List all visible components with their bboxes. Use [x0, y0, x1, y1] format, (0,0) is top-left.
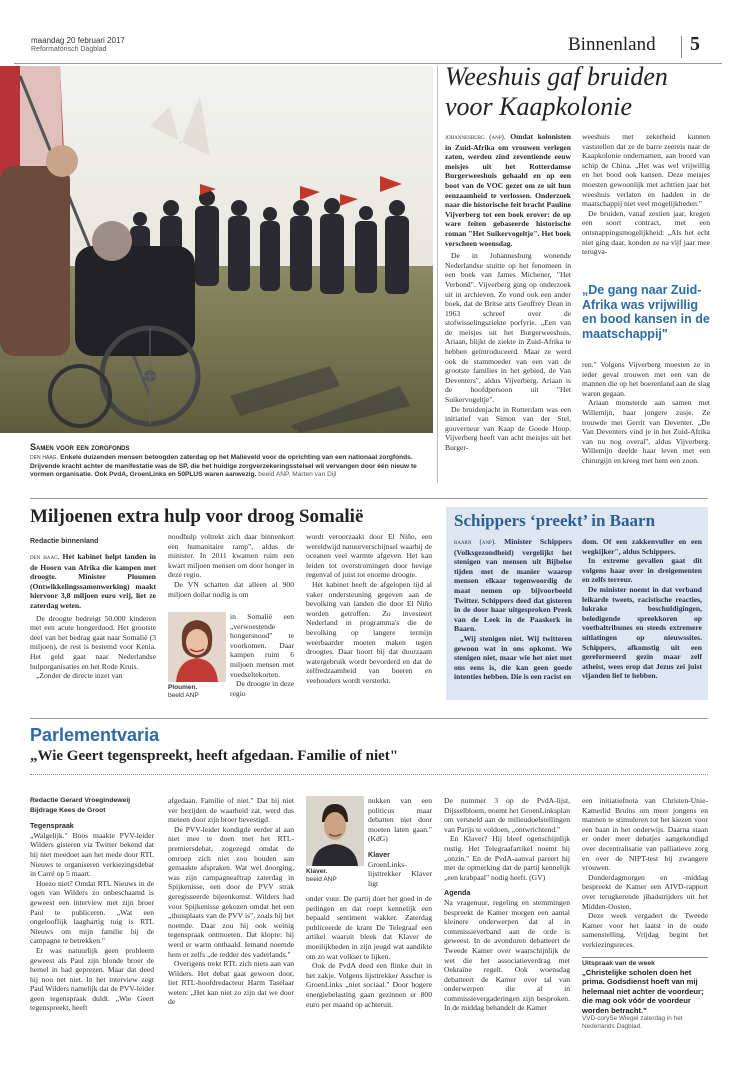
somalie-paragraph: De droogte in deze regio — [230, 679, 294, 698]
somalie-headline: Miljoenen extra hulp voor droog Somalië — [30, 506, 364, 527]
weeshuis-lead-place: johannesburg (anp). — [445, 133, 506, 141]
parlement-paragraph: onder vuur. De partij doet het goed in de peilingen en dat roept kennelijk een bepaald sentiment wakker. Zaterdag publiceerde de krant De Telegraaf een artikel waaruit bleek dat Klaver de moeilijkheden in zijn jeugd wat aandikte om zo wat volkser te lijken. — [306, 894, 432, 961]
parlement-paragraph: Overigens trekt RTL zich niets aan van Wilders. Het debat gaat gewoon door, liet RTL-hoofdredacteur Harm Taselaar weten: „Het kan niet zo zijn dat we door de — [168, 959, 294, 1007]
weeshuis-lead: Omdat kolonisten in Zuid-Afrika om vrouwen verlegen zaten, werden zind zeventiende eeuw meisjes uit het Rotterdamse Burgerweeshuis gehaald en op een boot van de VOC gezet om ze uit hun eenzaamheid te verlossen. Onderzoek naar die historische feit bracht Pauline Vijverberg tot een boek erover: de op ware feiten gebaseerde historische roman "Het Suikervogeltje". Het boek verscheen woensdag. — [445, 132, 571, 248]
uitspraak-box — [582, 960, 708, 1031]
demonstration-photo — [0, 66, 433, 433]
schippers-col2 — [582, 537, 702, 681]
weeshuis-paragraph: De bruidenjacht in Rotterdam was een initiatief van Simon van der Stel, gouverneur van Kaap de Goede Hoop. Vijverberg heeft van acht meisjes uit het Burger- — [445, 404, 571, 452]
somalie-col2-wrap — [230, 612, 294, 698]
uitspraak-title: Uitspraak van de week — [582, 960, 655, 967]
photo-caption-title: Samen voor een zorgfonds — [30, 442, 130, 452]
schippers-paragraph: „Wij stenigen niet. Wij twitteren gewoon wat in ons opkomt. We stenigen niet, maar wie het niet met ons eens is, die kan geen goede intenties hebben. Die is een racist en — [454, 633, 572, 682]
schippers-paragraph: In extreme gevallen gaat dit volgens haar over in dreigementen en zelfs terreur. — [582, 556, 702, 585]
parlement-paragraph: „Walgelijk." Boos maakte PVV-leider Wilders gisteren via Twitter bekend dat hij niet meedoet aan het mede door RTL Nieuws te organiseren verkiezingsdebat in Carré op 5 maart. — [30, 830, 154, 879]
section-title: Binnenland — [568, 34, 656, 55]
schippers-headline: Schippers ‘preekt’ in Baarn — [454, 511, 656, 530]
weeshuis-col1 — [445, 132, 571, 453]
subhead-tegenspraak: Tegenspraak — [30, 821, 74, 831]
parlement-rule — [30, 774, 708, 775]
weeshuis-headline: Weeshuis gaf bruiden voor Kaapkolonie — [445, 62, 668, 121]
ploumen-photo — [168, 612, 226, 682]
parlement-paragraph: Na vragenuur, regeling en stemmingen bespreekt de Kamer morgen een aantal kleinere onderwerpen dat al in commissieverband aan de orde is geweest. In de avonduren debatteert de Tweede Kamer over waarschijnlijk de wet die het associatieverdrag met Oekraïne regelt. Ook woensdag debatteert de Kamer over tal van onderwerpen die al in commissievergaderingen zijn besproken. In de middag behandelt de Kamer — [444, 897, 570, 1013]
section-rule — [30, 498, 708, 499]
weeshuis-col2-bottom — [582, 360, 710, 466]
somalie-byline: Redactie binnenland — [30, 538, 99, 545]
weeshuis-paragraph: weeshuis met zekerheid kunnen vaststellen dat ze de barre zeereis naar de Kaapkolonie ondernamen, aan boord van schip de China. „Het was wel vrijwillig en het bood ook kansen. Deze meisjes moesten gewoonlijk met achttien jaar het weeshuis verlaten en hadden in de maatschappij niet veel mogelijkheden." — [582, 132, 710, 209]
somalie-col1 — [30, 552, 156, 681]
weeshuis-paragraph: De in Johannesburg wonende Nederlandse stuitte op het fenomeen in een boek van James Michener, "Het Verbond". Vijverberg ging op onderzoek uit in archieven. Ze vond ook een ander boek, dat de Britse arts Geoffrey Dean in 1963 schreef over de stofwisselingsziekte porfyrie. „Een van de meisjes uit het Burgerweeshuis, Ariaan, blijkt de ziekte in Zuid-Afrika te hebben geïntroduceerd. Maar ze werd ook de stammoeder van een van de grootste families in het gebied, de Van Deventers", aldus Vijverberg. Ariaan is de hoofdpersoon uit "Het Suikervogeltje". — [445, 251, 571, 405]
somalie-lead-place: den haag. — [30, 553, 60, 561]
klaver-caption-name: Klaver. — [306, 868, 328, 875]
weeshuis-top-rule — [437, 66, 438, 483]
weeshuis-paragraph: De bruiden, vanaf zestien jaar, kregen een soort contract, met een ontsnappingsmogelijkheid: „Als het echt niet ging daar, konden ze na vijf jaar mee terugva- — [582, 208, 710, 257]
schippers-lead-place: baarn (anp). — [454, 538, 496, 546]
ploumen-credit: beeld ANP — [168, 692, 199, 699]
weeshuis-pull-quote: „De gang naar Zuid-Afrika was vrijwillig en bood kansen in de maatschappij" — [582, 283, 710, 341]
klaver-credit: beeld ANP — [306, 876, 337, 883]
schippers-paragraph: De minister noemt in dat verband leikarde tweets, racistische reacties, lukrake beschuldigingen, beledigende spreekkoren op voetbaltribunes en steeds extremere uitlatingen op nieuwssites. Schippers, afkomstig uit een gereformeerd gezin maar zelf atheïst, wees erop dat Jezus zei juist vijanden lief te hebben. — [582, 584, 702, 681]
masthead-paper: Reformatorisch Dagblad — [31, 46, 107, 53]
uitspraak-source: VVD-corySe Wiegel zaterdag in het Nederlands Dagblad. — [582, 1015, 683, 1031]
parlement-col4 — [444, 796, 570, 1013]
subhead-agenda: Agenda — [444, 888, 471, 898]
parlement-byline: Bijdrage Kees de Groot — [30, 806, 106, 814]
somalie-paragraph: De droogte bedreigt 50.000 kinderen met een acute hongerdood. Het grootste deel van het bedrag gaat naar Somalië (3 miljoen), de rest is bestemd voor Kenia. Het geld gaat naar Nederlandse hulporganisaties en het Rode Kruis. — [30, 613, 156, 671]
parlement-paragraph: De PVV-leider kondigde eerder al aan niet mee te doen met het RTL-premiersdebat, zogezegd omdat de omroep zich niet zou houden aan gemaakte afspraken. Wat wel doorging, was zijn campagneaftrap zaterdag in Spijkenisse, een door de PVV strak geregisseerde bijeenkomst. Wilders had voor Spijkenisse gekozen omdat het een „thuisplaats van de PVV is", zoals hij het noemde. Daar zou hij ook weinig tegenspraak ontmoeten. Dat klopte: hij werd er warm onthaald. Iemand noemde hem er zelfs „de redder des vaderlands." — [168, 824, 294, 959]
ploumen-caption-name: Ploumen. — [168, 684, 198, 691]
weeshuis-col2 — [582, 132, 710, 257]
parlement-section-title: Parlementvaria — [30, 725, 160, 745]
page-number: 5 — [690, 33, 700, 55]
parlement-paragraph: Hoezo niet? Omdat RTL Nieuws in de ogen van Wilders zo onbeschaamd is geweest een interview met zijn broer Paul te publiceren. „Wat een ongelooflijk laaghartig tuig is RTL Nieuws om mijn familie bij de campagne te betrekken." — [30, 878, 154, 946]
schippers-paragraph: dom. Of een zakkenvuller en een wegkijker", aldus Schippers. — [582, 537, 702, 556]
schippers-lead: Minister Schippers (Volksgezondheid) vergelijkt het stenigen van mensen uit Bijbelse tijden met de manier waarop mensen elkaar tegenwoordig de maat nemen op bijvoorbeeld Twitter. Schippers deed dat gisteren in de door haar uitgesproken Preek van de Leek in de Paaskerk in Baarn. — [454, 537, 572, 634]
somalie-col2-top — [168, 532, 294, 599]
weeshuis-paragraph: ren." Volgens Vijverberg moesten ze in ieder geval trouwen met een van de mannen die op het boerenland aan de slag waren gegaan. — [582, 360, 710, 398]
photo-credit: beeld ANP, Marten van Dijl — [258, 471, 337, 479]
ploumen-caption — [168, 684, 199, 700]
parlement-paragraph: Donderdagmorgen en -middag bespreekt de Kamer een AIVD-rapport over terugkerende jihadstrijders uit het Midden-Oosten. — [582, 872, 708, 911]
photo-caption-text: Enkele duizenden mensen betoogden zaterdag op het Malieveld voor de oprichting van een nationaal zorgfonds. Drijvende kracht achter de manifestatie was de SP, die het huidige zorgverzekeringsstelsel wil vervangen door één nieuw te vormen organisatie. Ook PvdA, GroenLinks en 50PLUS waren aanwezig. — [30, 454, 417, 479]
somalie-col3 — [306, 532, 432, 686]
klaver-caption — [306, 868, 337, 884]
parlement-paragraph: afgedaan. Familie of niet." Dat hij niet ver bezijden de waarheid zat, werd dus meteen door zijn broer bevestigd. — [168, 796, 294, 825]
parlement-col1 — [30, 796, 154, 1013]
uitspraak-rule — [582, 957, 708, 958]
somalie-paragraph: De VN schatten dat alleen al 900 miljoen dollar nodig is om — [168, 579, 294, 599]
photo-caption-place: den haag. — [30, 454, 59, 461]
somalie-paragraph: Het kabinet heeft de afgelopen tijd al vaker ondersteuning gegeven aan de bevolking van landen die door El Niño worden getroffen. Zo investeert Nederland in programma's die de bevolking op langere termijn weerbaarder moeten maken tegen droogtes. Daar hoort bij dat duurzaam watergebruik wordt bevorderd en dat de zelfredzaamheid van boeren en veehouders wordt versterkt. — [306, 579, 432, 685]
parlement-paragraph: En Klaver? Hij bleef ogenschijnlijk rustig. Het Telegraafartikel noemt hij „onzin." En de PvdA-aanval pareert hij met de opmerking dat de partij kennelijk „een krabpaal" nodig heeft. (GV) — [444, 834, 570, 882]
section-rule — [30, 718, 708, 719]
parlement-paragraph: Deze week vergadert de Tweede Kamer voor het laatst in de oude samenstelling. Vrijdag begint het verkiezingsreces. — [582, 911, 708, 949]
uitspraak-quote: „Christelijke scholen doen het prima. Godsdienst hoeft van mij helemaal niet achter de voordeur; die mag ook vóór de voordeur worden betracht." — [582, 968, 704, 1015]
somalie-paragraph: „Zonder de directe inzet van — [36, 671, 123, 681]
klaver-photo — [306, 796, 364, 866]
somalie-paragraph: noodhulp voltrekt zich daar binnenkort een humanitaire ramp", aldus de minister. In 2011 kwamen ruim een kwart miljoen mensen om door honger in deze regio. — [168, 532, 294, 580]
somalie-lead: Het kabinet helpt landen in de Hoorn van Afrika die kampen met droogte. Minister Ploumen (Ontwikkelingssamenwerking) maakt hiervoor 3,8 miljoen euro vrij, liet ze zaterdag weten. — [30, 552, 156, 610]
weeshuis-paragraph: Ariaan monsterde aan samen met Willemijn, haar jongere zusje. Ze trouwde met Gerrit van Deventer. „De Van Deventers vind je in het Zuid-Afrika van nu nog overal", aldus Vijverberg. Willemijn deelde haar leven met een chirurgijn en kreeg met hem een zoon. — [582, 398, 710, 465]
masthead-date: maandag 20 februari 2017 — [31, 36, 125, 45]
parlement-col2 — [168, 796, 294, 1007]
somalie-paragraph: in Somalië een „verwoestende hongersnood" te voorkomen. Daar kampen ruim 6 miljoen mensen met voedseltekorten. — [230, 612, 294, 679]
parlement-paragraph: De nummer 3 op de PvdA-lijst, Dijsselbloem, noemt het GroenLinksplan om versneld aan de milieudoelstellingen van Parijs te voldoen, „ontwrichtend." — [444, 796, 570, 834]
subhead-klaver: Klaver — [368, 849, 390, 859]
somalie-paragraph: wordt veroorzaakt door El Niño, een wereldwijd natuurverschijnsel waarbij de oceanen veel warmte afgeven. Het kan leiden tot overstromingen door hevige regenval of juist tot enorme droogte. — [306, 532, 432, 580]
parlement-col5 — [582, 796, 708, 950]
parlement-col3-wrap — [368, 796, 432, 888]
parlement-headline: „Wie Geert tegenspreekt, heeft afgedaan. Familie of niet" — [30, 748, 399, 764]
section-divider — [681, 36, 682, 58]
parlement-paragraph: GroenLinks-lijsttrekker Klaver ligt — [368, 859, 432, 888]
protest-scene-image — [0, 66, 433, 433]
parlement-paragraph: Ook de PvdA deed een flinke duit in het zakje. Volgens lijsttrekker Asscher is GroenLinks „niet sociaal." Door hogere energiebelasting gaan gezinnen er 800 euro per maand op achteruit. — [306, 961, 432, 1009]
schippers-col1 — [454, 537, 572, 682]
parlement-paragraph: nukken van een politicus maar debatten niet door moeten laten gaan." (KdG) — [368, 796, 432, 844]
parlement-byline: Redactie Gerard Vroegindeweij — [30, 797, 131, 804]
parlement-col3 — [306, 894, 432, 1009]
parlement-paragraph: een initiatiefnota van Christen-Unie-Kamerlid Bruins om meer jongens en mannen te stimuleren tot het kiezen voor een baan in het onderwijs. Daarna staan er onder meer debatjes aangekondigd over decentralisatie van palliatieve zorg en over de NIPT-test bij zwangere vrouwen. — [582, 796, 708, 873]
photo-caption — [30, 454, 432, 480]
parlement-paragraph: Er was natuurlijk geen probleem geweest als Paul zijn blonde broer de hemel in had geprezen. Maar dat deed hij nou net niet. In het interview zegt Paul Wilders namelijk dat de PVV-leider geen tegenspraak duldt. „Wie Geert tegenspreekt, heeft — [30, 945, 154, 1013]
